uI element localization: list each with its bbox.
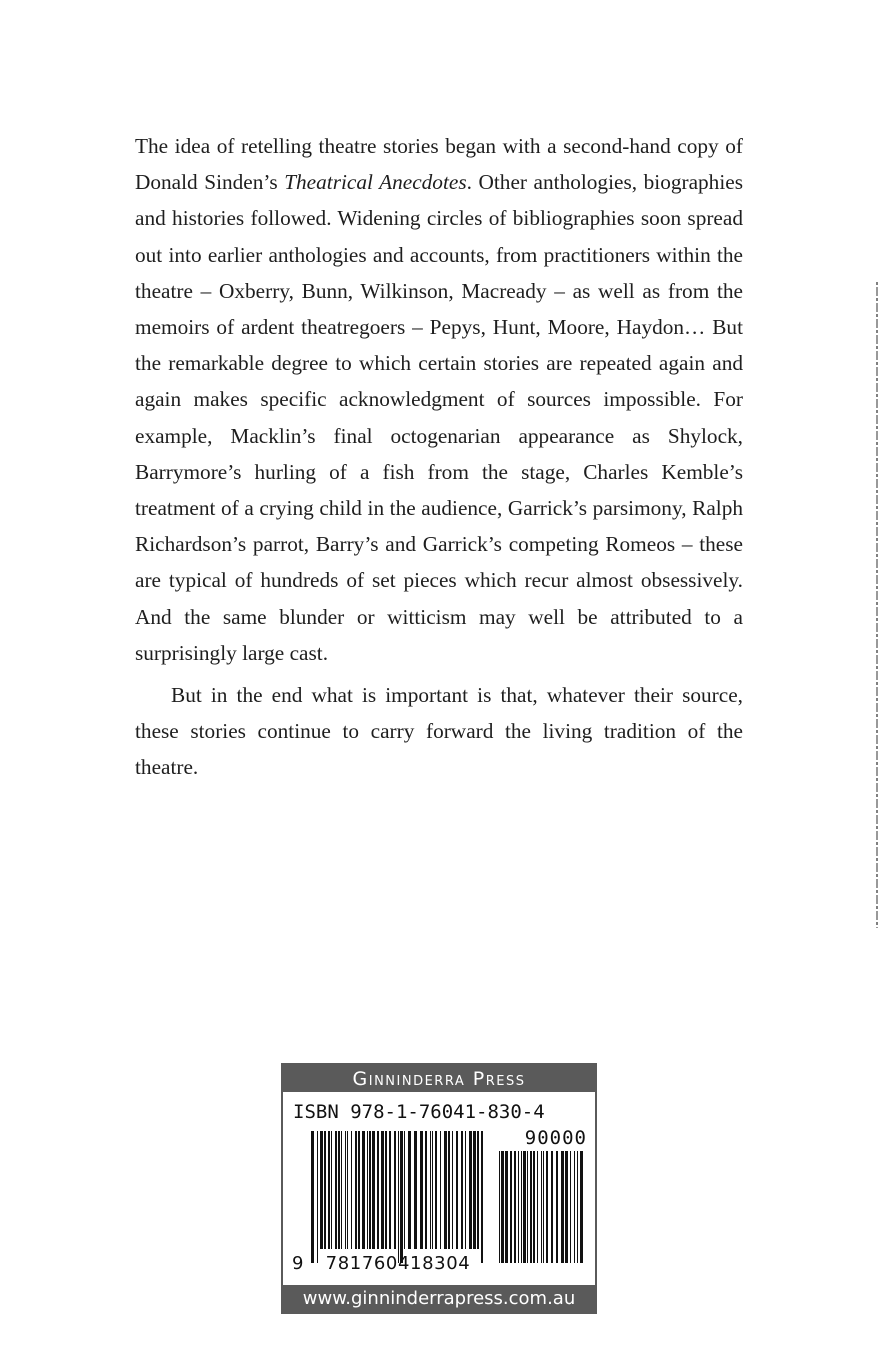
addon-digits: 90000: [524, 1127, 587, 1149]
addon-bar-4: [514, 1151, 516, 1263]
addon-bar-9: [530, 1151, 532, 1263]
barcode-bar-30: [430, 1131, 431, 1249]
barcode-bar-2: [320, 1131, 323, 1249]
spine-edge-mark: [876, 282, 878, 928]
addon-bar-17: [561, 1151, 564, 1263]
barcode-bar-8: [341, 1131, 342, 1249]
addon-bar-16: [556, 1151, 558, 1263]
barcode-bar-12: [355, 1131, 357, 1249]
addon-bar-14: [546, 1151, 548, 1263]
blurb-paragraph-2: But in the end what is important is that, whatever their source, these stories continue to carry forward the living tradition of the theatre.: [135, 683, 743, 780]
barcode-bar-4: [328, 1131, 330, 1249]
addon-bar-5: [518, 1151, 519, 1263]
barcode-bar-28: [420, 1131, 423, 1249]
barcode-bar-37: [456, 1131, 458, 1249]
blurb-text-start: The idea of retelling theatre stories began with a second-hand copy of Donald Sinden’s: [135, 134, 743, 195]
barcode-bar-34: [444, 1131, 447, 1249]
barcode-bar-21: [389, 1131, 391, 1249]
barcode-bar-26: [408, 1131, 411, 1249]
barcode-bar-1: [317, 1131, 318, 1263]
addon-bar-0: [499, 1151, 500, 1263]
blurb-paragraph-1: [135, 128, 743, 671]
publisher-name: Ginninderra Press: [283, 1065, 595, 1092]
addon-bar-22: [580, 1151, 583, 1263]
barcode-bar-7: [338, 1131, 340, 1249]
addon-bar-19: [570, 1151, 571, 1263]
book-title-italic: Theatrical Anecdotes: [284, 170, 467, 195]
addon-bar-13: [543, 1151, 544, 1263]
addon-barcode-bars: [499, 1151, 583, 1263]
addon-bar-20: [574, 1151, 575, 1263]
back-cover-blurb: [135, 128, 743, 786]
addon-bar-15: [551, 1151, 553, 1263]
barcode-bar-43: [481, 1131, 483, 1263]
addon-bar-7: [523, 1151, 526, 1263]
barcode-bar-5: [331, 1131, 332, 1249]
addon-bar-18: [565, 1151, 568, 1263]
barcode-bar-15: [367, 1131, 368, 1249]
barcode-bar-39: [465, 1131, 466, 1249]
barcode-bar-9: [345, 1131, 346, 1249]
barcode-bar-23: [398, 1131, 399, 1263]
addon-bar-8: [527, 1151, 528, 1263]
barcode-bar-40: [469, 1131, 472, 1249]
barcode-bar-10: [347, 1131, 348, 1249]
barcode-bar-29: [425, 1131, 427, 1249]
barcode-bar-11: [351, 1131, 352, 1249]
barcode-digits: 781760418304: [325, 1253, 471, 1274]
barcode-bar-16: [369, 1131, 371, 1249]
barcode-bar-22: [394, 1131, 396, 1249]
addon-bar-2: [505, 1151, 508, 1263]
barcode-bar-14: [362, 1131, 365, 1249]
barcode-bar-35: [448, 1131, 450, 1249]
barcode-bar-27: [414, 1131, 417, 1249]
addon-bar-21: [577, 1151, 578, 1263]
barcode-bar-41: [473, 1131, 476, 1249]
barcode-bar-6: [335, 1131, 337, 1249]
addon-bar-10: [533, 1151, 535, 1263]
barcode-bar-19: [381, 1131, 384, 1249]
barcode-bar-38: [461, 1131, 463, 1249]
addon-bar-11: [537, 1151, 538, 1263]
barcode-bar-36: [452, 1131, 453, 1249]
barcode-bar-33: [440, 1131, 441, 1249]
barcode-bar-24: [400, 1131, 403, 1263]
barcode-bar-17: [372, 1131, 375, 1249]
addon-bar-1: [501, 1151, 504, 1263]
barcode-bar-13: [358, 1131, 360, 1249]
barcode-bar-3: [324, 1131, 326, 1249]
main-barcode-bars: [311, 1131, 483, 1263]
barcode-first-digit: 9: [292, 1253, 304, 1274]
barcode-block: [281, 1063, 597, 1314]
barcode-bar-42: [477, 1131, 479, 1249]
barcode-bar-18: [377, 1131, 379, 1249]
isbn-text: ISBN 978-1-76041-830-4: [293, 1101, 545, 1123]
barcode-bar-32: [435, 1131, 437, 1249]
addon-bar-12: [541, 1151, 542, 1263]
publisher-website: www.ginninderrapress.com.au: [283, 1285, 595, 1312]
barcode-bar-25: [404, 1131, 405, 1249]
barcode-bar-20: [385, 1131, 387, 1249]
barcode-bar-31: [432, 1131, 433, 1249]
barcode-bar-0: [311, 1131, 314, 1263]
blurb-text-rest: . Other anthologies, biographies and histories followed. Widening circles of bibliographies soon spread out into earlier anthologies and accounts, from practitioners within the theatre – Oxberry, Bunn, Wilkinson, Macready – as well as from the memoirs of ardent theatregoers – Pepys, Hunt, Moore, Haydon… But the remarkable degree to which certain stories are repeated again and again makes specific acknowledgment of sources impossible. For example, Macklin’s final octogenarian appearance as Shylock, Barrymore’s hurling of a fish from the stage, Charles Kemble’s treatment of a crying child in the audience, Garrick’s parsimony, Ralph Richardson’s parrot, Barry’s and Garrick’s competing Romeos – these are typical of hundreds of set pieces which recur almost obsessively. And the same blunder or witticism may well be attributed to a surprisingly large cast.: [135, 170, 743, 665]
addon-bar-3: [510, 1151, 512, 1263]
addon-bar-6: [521, 1151, 522, 1263]
